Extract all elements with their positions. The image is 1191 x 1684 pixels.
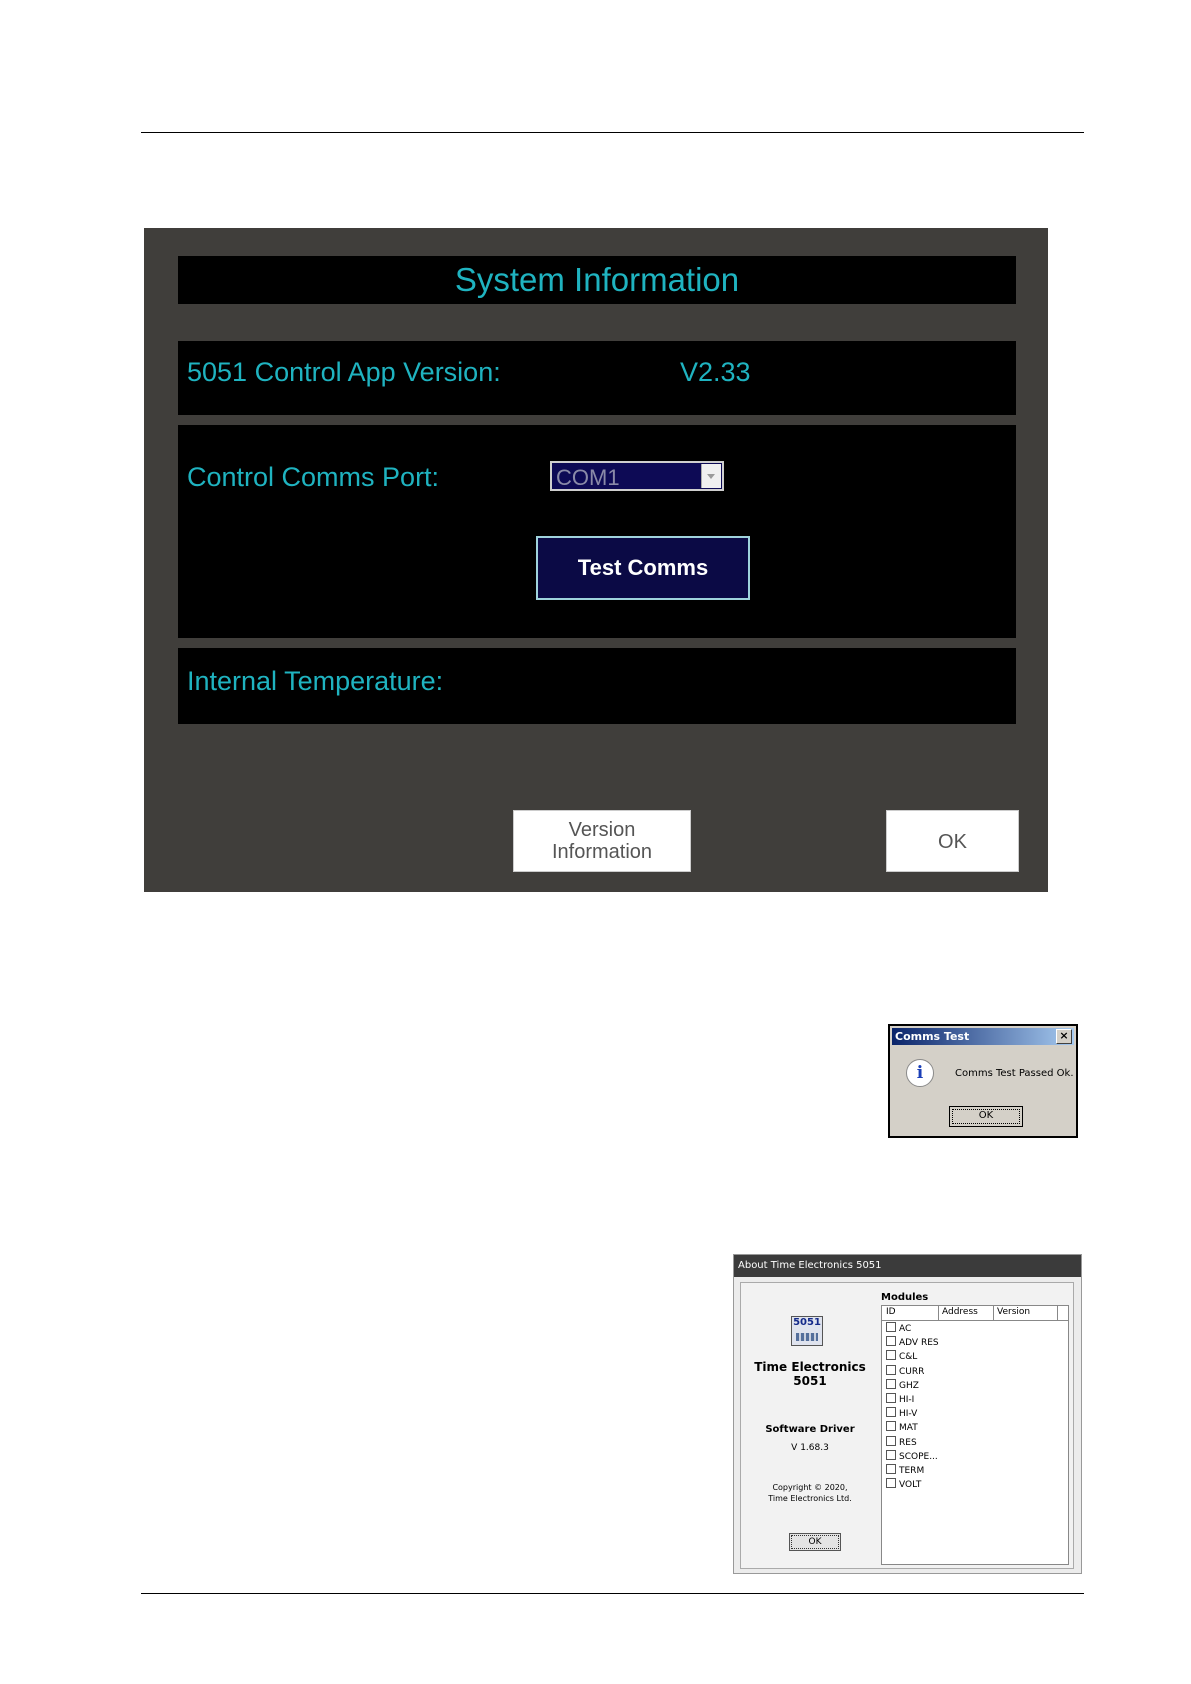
module-name: HI-V bbox=[899, 1409, 918, 1420]
column-divider[interactable] bbox=[1057, 1306, 1058, 1320]
about-title: About Time Electronics 5051 bbox=[734, 1255, 1081, 1277]
module-name: CURR bbox=[899, 1366, 925, 1377]
driver-version: V 1.68.3 bbox=[791, 1443, 829, 1453]
module-name: HI-I bbox=[899, 1394, 915, 1405]
comms-test-message: Comms Test Passed Ok. bbox=[955, 1068, 1074, 1079]
list-item[interactable] bbox=[886, 1336, 939, 1350]
list-item[interactable] bbox=[886, 1450, 939, 1464]
checkbox[interactable] bbox=[886, 1436, 896, 1446]
driver-label: Software Driver bbox=[765, 1424, 855, 1435]
comms-test-ok-button[interactable]: OK bbox=[949, 1106, 1023, 1127]
list-item[interactable] bbox=[886, 1464, 939, 1478]
test-comms-button[interactable]: Test Comms bbox=[536, 536, 750, 600]
column-id[interactable]: ID bbox=[886, 1307, 896, 1317]
list-item[interactable] bbox=[886, 1322, 939, 1336]
panel-title: System Information bbox=[454, 261, 740, 298]
company-name bbox=[749, 1360, 871, 1388]
internal-temperature-label: Internal Temperature: bbox=[187, 666, 444, 696]
app-version-value: V2.33 bbox=[680, 357, 751, 387]
ok-button[interactable]: OK bbox=[886, 810, 1019, 872]
checkbox[interactable] bbox=[886, 1322, 896, 1332]
about-dialog bbox=[733, 1254, 1082, 1574]
comms-port-select[interactable] bbox=[550, 461, 724, 491]
module-name: SCOPE... bbox=[899, 1451, 938, 1462]
company-name-line2: 5051 bbox=[793, 1374, 827, 1388]
checkbox[interactable] bbox=[886, 1464, 896, 1474]
version-information-button[interactable] bbox=[513, 810, 691, 872]
comms-band bbox=[178, 425, 1016, 638]
about-ok-button[interactable]: OK bbox=[789, 1533, 841, 1551]
column-divider[interactable] bbox=[993, 1306, 994, 1320]
header-rule bbox=[141, 132, 1084, 133]
copyright-line1: Copyright © 2020, bbox=[772, 1483, 848, 1492]
version-information-line2: Information bbox=[551, 841, 653, 863]
info-icon: i bbox=[906, 1059, 934, 1087]
checkbox[interactable] bbox=[886, 1450, 896, 1460]
about-content bbox=[740, 1282, 1074, 1569]
list-item[interactable] bbox=[886, 1478, 939, 1492]
module-name: MAT bbox=[899, 1423, 918, 1434]
module-name: AC bbox=[899, 1324, 912, 1334]
modules-title: Modules bbox=[881, 1292, 929, 1303]
comms-port-value: COM1 bbox=[556, 465, 620, 490]
list-item[interactable] bbox=[886, 1421, 939, 1435]
modules-rows bbox=[886, 1322, 939, 1492]
checkbox[interactable] bbox=[886, 1379, 896, 1389]
company-name-line1: Time Electronics bbox=[754, 1360, 866, 1374]
app-version-label: 5051 Control App Version: bbox=[187, 357, 501, 387]
comms-test-dialog bbox=[888, 1024, 1078, 1138]
comms-test-titlebar bbox=[892, 1028, 1074, 1045]
list-item[interactable] bbox=[886, 1350, 939, 1364]
list-item[interactable] bbox=[886, 1393, 939, 1407]
checkbox[interactable] bbox=[886, 1336, 896, 1346]
column-version[interactable]: Version bbox=[997, 1307, 1031, 1317]
modules-header bbox=[882, 1306, 1068, 1321]
copyright-line2: Time Electronics Ltd. bbox=[768, 1494, 852, 1503]
list-item[interactable] bbox=[886, 1379, 939, 1393]
module-name: VOLT bbox=[899, 1480, 922, 1491]
list-item[interactable] bbox=[886, 1407, 939, 1421]
module-name: RES bbox=[899, 1437, 917, 1448]
checkbox[interactable] bbox=[886, 1393, 896, 1403]
checkbox[interactable] bbox=[886, 1350, 896, 1360]
version-information-line1: Version bbox=[568, 819, 636, 841]
module-name: ADV RES bbox=[899, 1338, 939, 1349]
close-icon[interactable]: × bbox=[1056, 1029, 1072, 1044]
chevron-down-icon[interactable] bbox=[701, 464, 721, 488]
logo-icon: 5051 bbox=[791, 1316, 823, 1346]
checkbox[interactable] bbox=[886, 1478, 896, 1488]
column-address[interactable]: Address bbox=[942, 1307, 978, 1317]
checkbox[interactable] bbox=[886, 1421, 896, 1431]
list-item[interactable] bbox=[886, 1365, 939, 1379]
footer-rule bbox=[141, 1593, 1084, 1594]
module-name: C&L bbox=[899, 1352, 918, 1363]
comms-test-title: Comms Test bbox=[895, 1030, 970, 1043]
copyright bbox=[749, 1482, 871, 1504]
title-band bbox=[178, 256, 1016, 304]
system-information-panel bbox=[144, 228, 1048, 892]
checkbox[interactable] bbox=[886, 1407, 896, 1417]
module-name: GHZ bbox=[899, 1380, 919, 1391]
temperature-band bbox=[178, 648, 1016, 724]
checkbox[interactable] bbox=[886, 1365, 896, 1375]
list-item[interactable] bbox=[886, 1436, 939, 1450]
column-divider[interactable] bbox=[938, 1306, 939, 1320]
app-version-band bbox=[178, 341, 1016, 415]
module-name: TERM bbox=[899, 1465, 925, 1476]
modules-list[interactable] bbox=[881, 1305, 1069, 1565]
comms-port-label: Control Comms Port: bbox=[187, 462, 440, 492]
